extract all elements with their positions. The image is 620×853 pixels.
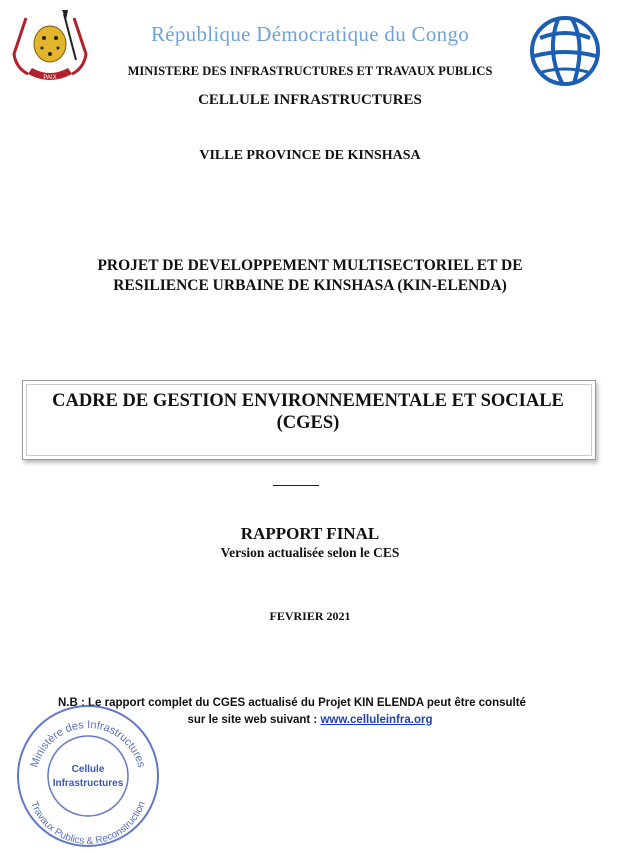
project-title-line-1: PROJET DE DEVELOPPEMENT MULTISECTORIEL ET DE xyxy=(97,257,523,274)
document-title xyxy=(22,390,594,434)
official-stamp-icon xyxy=(14,702,162,850)
stamp-center-line-1: Cellule xyxy=(71,764,105,775)
document-title-line-1: CADRE DE GESTION ENVIRONNEMENTALE ET SOCIALE xyxy=(52,391,564,411)
project-title xyxy=(0,256,620,296)
svg-text:Travaux Publics & Reconstructi xyxy=(28,800,148,847)
divider xyxy=(273,485,319,486)
website-link[interactable]: www.celluleinfra.org xyxy=(320,714,433,726)
stamp-outer-top: Ministère des Infrastructures xyxy=(28,718,148,769)
svg-text:Ministère des Infrastructures xyxy=(29,719,148,769)
ministry-heading: MINISTERE DES INFRASTRUCTURES ET TRAVAUX PUBLICS xyxy=(127,64,493,78)
report-date: FEVRIER 2021 xyxy=(269,609,351,623)
report-version: Version actualisée selon le CES xyxy=(220,545,400,560)
republic-heading: République Démocratique du Congo xyxy=(150,22,470,46)
coat-motto: PAIX xyxy=(43,75,57,81)
cellule-heading: CELLULE INFRASTRUCTURES xyxy=(198,92,422,108)
note-line-2-prefix: sur le site web suivant : xyxy=(187,714,321,726)
stamp-center-line-2: Infrastructures xyxy=(52,778,124,789)
city-heading: VILLE PROVINCE DE KINSHASA xyxy=(199,148,421,163)
note-line-1: N.B : Le rapport complet du CGES actualisé du Projet KIN ELENDA peut être consulté xyxy=(58,697,526,709)
stamp-outer-bottom: Travaux Publics & Reconstruction xyxy=(28,800,148,848)
document-title-line-2: (CGES) xyxy=(276,413,340,433)
project-title-line-2: RESILIENCE URBAINE DE KINSHASA (KIN-ELENDA) xyxy=(113,277,507,294)
report-heading: RAPPORT FINAL xyxy=(240,524,380,543)
